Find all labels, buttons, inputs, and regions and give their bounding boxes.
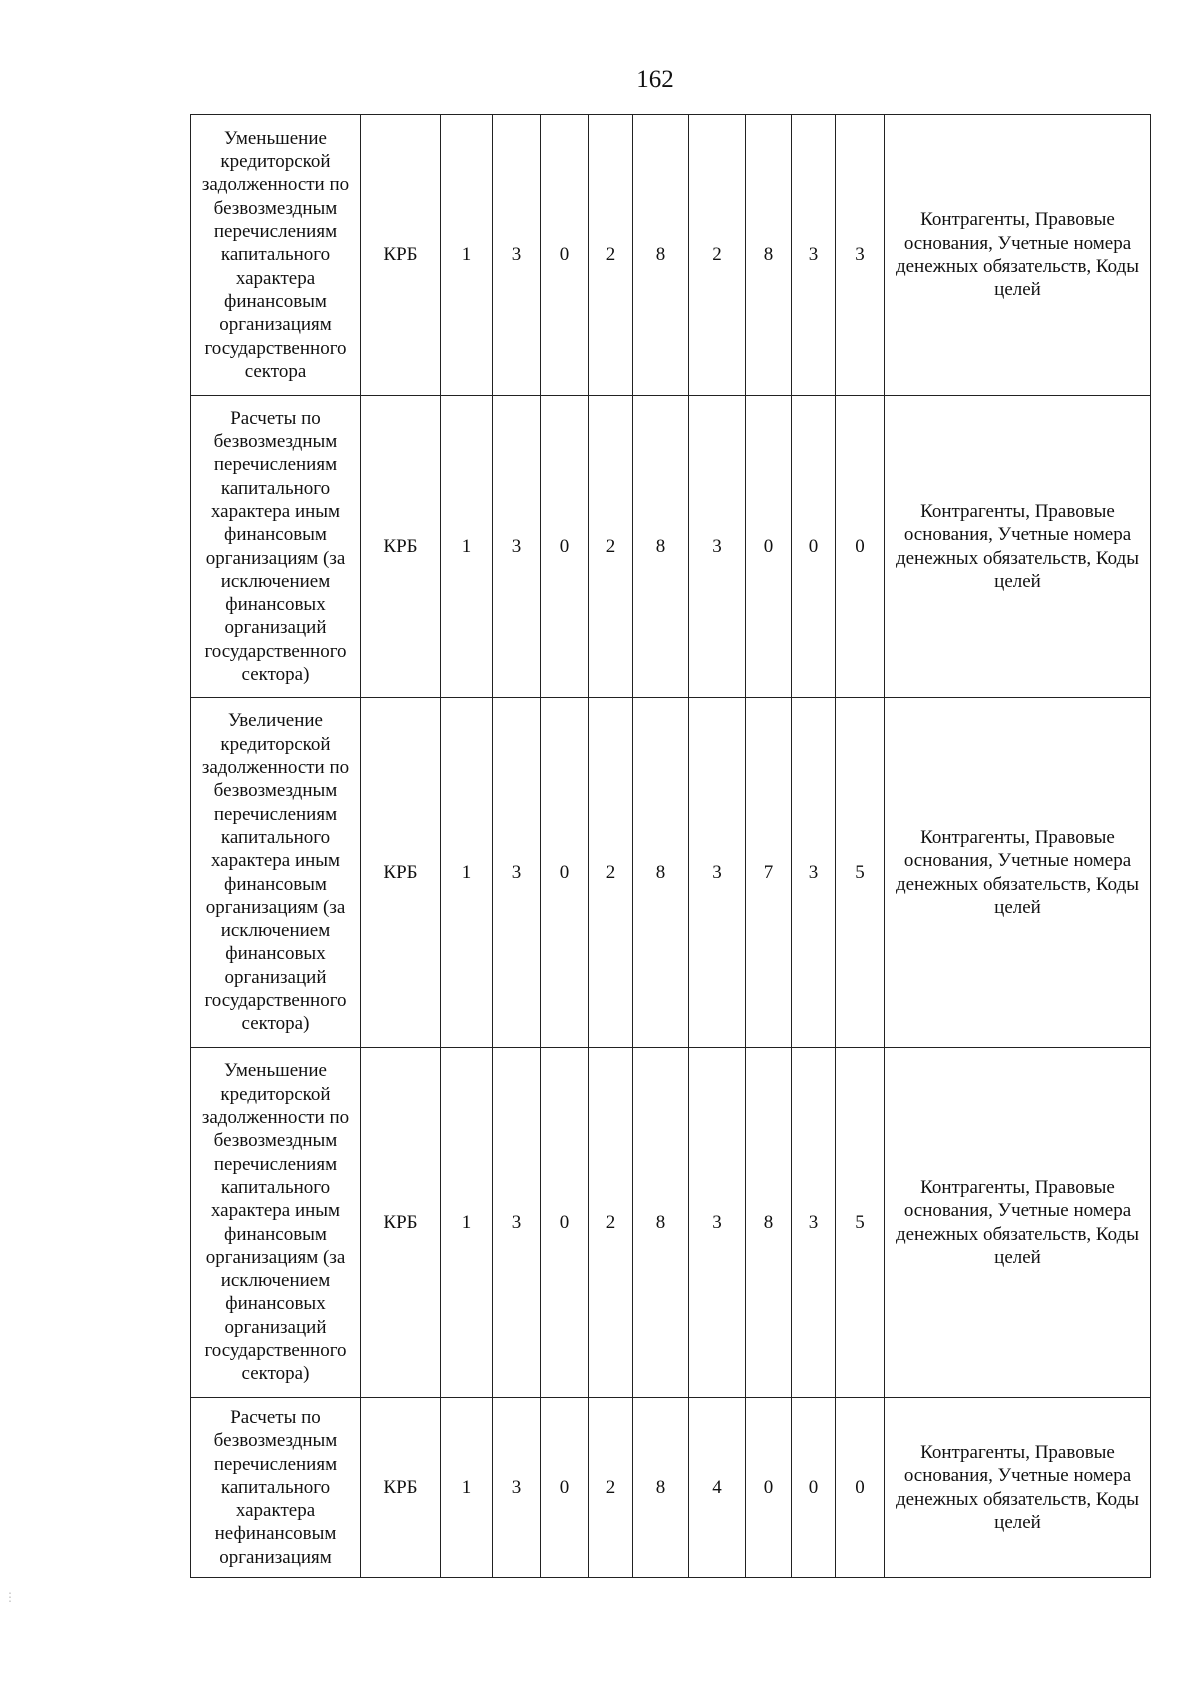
digit-cell: 0 xyxy=(836,1398,885,1578)
account-name-cell: Расчеты по безвозмездным перечислениям капитального характера нефинансовым организациям xyxy=(191,1398,361,1578)
digit-cell: 2 xyxy=(589,1398,633,1578)
digit-cell: 2 xyxy=(589,1048,633,1398)
digit-cell: 5 xyxy=(836,698,885,1048)
digit-cell: 3 xyxy=(493,1398,541,1578)
table-row xyxy=(191,1398,1151,1578)
code-cell: КРБ xyxy=(361,396,441,698)
table-row xyxy=(191,1048,1151,1398)
digit-cell: 3 xyxy=(792,115,836,396)
digit-cell: 3 xyxy=(792,1048,836,1398)
digit-cell: 8 xyxy=(746,115,792,396)
digit-cell: 8 xyxy=(633,115,689,396)
digit-cell: 1 xyxy=(441,396,493,698)
digit-cell: 8 xyxy=(633,1048,689,1398)
digit-cell: 2 xyxy=(589,698,633,1048)
digit-cell: 3 xyxy=(836,115,885,396)
digit-cell: 3 xyxy=(493,396,541,698)
account-name-cell: Уменьшение кредиторской задолженности по безвозмездным перечислениям капитального характера финансовым организациям государственного сектора xyxy=(191,115,361,396)
digit-cell: 0 xyxy=(541,1398,589,1578)
digit-cell: 0 xyxy=(541,115,589,396)
code-cell: КРБ xyxy=(361,115,441,396)
analytics-cell: Контрагенты, Правовые основания, Учетные номера денежных обязательств, Коды целей xyxy=(885,396,1151,698)
scan-artifact: ⋮ xyxy=(4,1590,16,1604)
digit-cell: 3 xyxy=(689,698,746,1048)
digit-cell: 0 xyxy=(836,396,885,698)
analytics-cell: Контрагенты, Правовые основания, Учетные номера денежных обязательств, Коды целей xyxy=(885,1398,1151,1578)
digit-cell: 0 xyxy=(541,396,589,698)
digit-cell: 2 xyxy=(689,115,746,396)
table-row xyxy=(191,396,1151,698)
digit-cell: 0 xyxy=(746,1398,792,1578)
digit-cell: 3 xyxy=(493,698,541,1048)
digit-cell: 0 xyxy=(746,396,792,698)
digit-cell: 8 xyxy=(746,1048,792,1398)
digit-cell: 8 xyxy=(633,396,689,698)
code-cell: КРБ xyxy=(361,698,441,1048)
accounts-table xyxy=(190,114,1151,1578)
digit-cell: 0 xyxy=(541,698,589,1048)
digit-cell: 0 xyxy=(792,1398,836,1578)
table-row xyxy=(191,115,1151,396)
digit-cell: 1 xyxy=(441,698,493,1048)
digit-cell: 4 xyxy=(689,1398,746,1578)
digit-cell: 2 xyxy=(589,115,633,396)
digit-cell: 8 xyxy=(633,698,689,1048)
digit-cell: 7 xyxy=(746,698,792,1048)
digit-cell: 3 xyxy=(689,1048,746,1398)
table-row xyxy=(191,698,1151,1048)
digit-cell: 1 xyxy=(441,115,493,396)
digit-cell: 5 xyxy=(836,1048,885,1398)
digit-cell: 3 xyxy=(792,698,836,1048)
digit-cell: 8 xyxy=(633,1398,689,1578)
digit-cell: 1 xyxy=(441,1048,493,1398)
digit-cell: 3 xyxy=(689,396,746,698)
digit-cell: 0 xyxy=(541,1048,589,1398)
digit-cell: 1 xyxy=(441,1398,493,1578)
digit-cell: 3 xyxy=(493,1048,541,1398)
analytics-cell: Контрагенты, Правовые основания, Учетные номера денежных обязательств, Коды целей xyxy=(885,115,1151,396)
page-number: 162 xyxy=(636,66,674,93)
code-cell: КРБ xyxy=(361,1398,441,1578)
account-name-cell: Уменьшение кредиторской задолженности по безвозмездным перечислениям капитального характера иным финансовым организациям (за исключением финансовых организаций государственного сектора) xyxy=(191,1048,361,1398)
account-name-cell: Расчеты по безвозмездным перечислениям капитального характера иным финансовым организациям (за исключением финансовых организаций государственного сектора) xyxy=(191,396,361,698)
analytics-cell: Контрагенты, Правовые основания, Учетные номера денежных обязательств, Коды целей xyxy=(885,1048,1151,1398)
digit-cell: 0 xyxy=(792,396,836,698)
code-cell: КРБ xyxy=(361,1048,441,1398)
digit-cell: 3 xyxy=(493,115,541,396)
account-name-cell: Увеличение кредиторской задолженности по безвозмездным перечислениям капитального характера иным финансовым организациям (за исключением финансовых организаций государственного сектора) xyxy=(191,698,361,1048)
analytics-cell: Контрагенты, Правовые основания, Учетные номера денежных обязательств, Коды целей xyxy=(885,698,1151,1048)
digit-cell: 2 xyxy=(589,396,633,698)
